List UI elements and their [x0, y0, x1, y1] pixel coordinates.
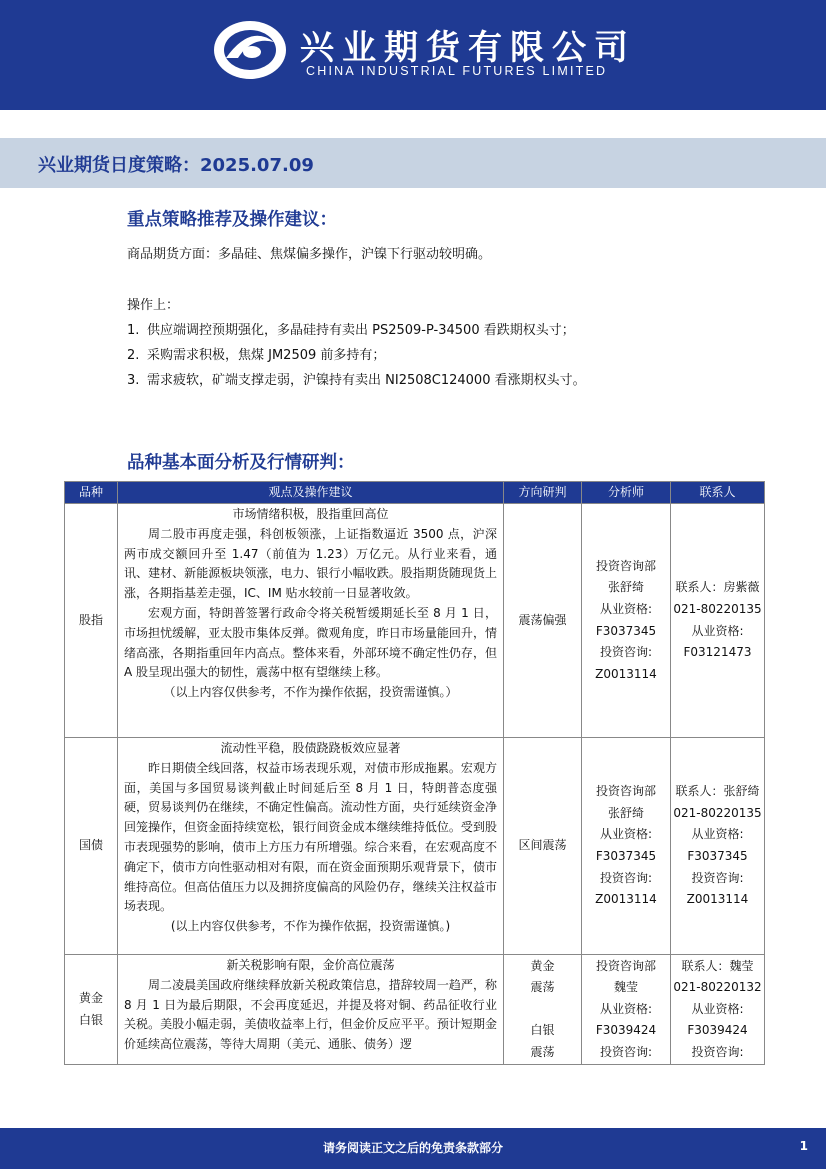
direction-line [506, 999, 579, 1021]
ops-label: 操作上： [127, 298, 180, 313]
direction-line: 震荡 [530, 980, 555, 995]
analyst-cell [582, 504, 671, 738]
direction-cell [504, 955, 582, 1065]
contact-cell [671, 738, 765, 955]
company-name-en: CHINA INDUSTRIAL FUTURES LIMITED [306, 64, 608, 78]
page-number: 1 [799, 1139, 808, 1153]
analyst-line: 魏莹 [613, 980, 638, 995]
contact-line: Z0013114 [686, 892, 749, 907]
contact-line: 联系人：魏莹 [681, 958, 754, 973]
analyst-line: 张舒绮 [607, 580, 644, 595]
analyst-line: 从业资格: [599, 601, 653, 616]
table-row [65, 955, 765, 1065]
analyst-cell [582, 738, 671, 955]
op-item [127, 319, 575, 338]
op-text: 采购需求积极，焦煤 JM2509 前多持有； [147, 348, 386, 363]
analyst-line: 从业资格: [599, 827, 653, 842]
contact-line: 联系人：房紫薇 [675, 580, 760, 595]
contact-line: 021-80220132 [673, 980, 762, 995]
analyst-line: Z0013114 [595, 892, 657, 907]
column-header: 联系人 [671, 482, 765, 504]
analysis-table [64, 481, 765, 1065]
analyst-line: 投资咨询部 [595, 958, 656, 973]
analyst-line: F3037345 [595, 849, 657, 863]
contact-line: 投资咨询: [691, 870, 744, 885]
op-item [127, 369, 586, 388]
header-band [0, 0, 826, 110]
column-header: 分析师 [582, 482, 671, 504]
company-name: 兴业期货有限公司 [300, 28, 636, 68]
title-band [0, 138, 826, 188]
report-title: 兴业期货日度策略：2025.07.09 [38, 155, 314, 176]
contact-cell [671, 955, 765, 1065]
footer-disclaimer: 请务阅读正文之后的免责条款部分 [322, 1141, 503, 1155]
direction-line: 白银 [530, 1023, 555, 1038]
contact-line: 从业资格: [691, 1001, 744, 1016]
viewpoint-title: 流动性平稳，股债跷跷板效应显著 [220, 741, 401, 755]
variety-cell: 股指 [65, 504, 118, 738]
op-text: 供应端调控预期强化，多晶硅持有卖出 PS2509-P-34500 看跌期权头寸； [147, 323, 575, 338]
analyst-line: 从业资格: [599, 1001, 653, 1016]
analyst-line: 投资咨询部 [595, 558, 656, 573]
disclaimer-note: （以上内容仅供参考，不作为操作依据，投资需谨慎。） [163, 685, 458, 700]
analyst-line: F3039424 [595, 1023, 657, 1038]
op-text: 需求疲软，矿端支撑走弱，沪镍持有卖出 NI2508C124000 看涨期权头寸。 [147, 373, 586, 388]
company-logo-icon [212, 18, 288, 82]
column-header: 观点及操作建议 [118, 482, 504, 504]
column-header: 方向研判 [504, 482, 582, 504]
viewpoint-paragraph: 周二凌晨美国政府继续释放新关税政策信息，措辞较周一趋严，称 8 月 1 日为最后期限，不会再度延迟，并提及将对铜、药品征收行业关税。美股小幅走弱，美债收益率上行，但金价反应平平。预计短期金价延续高位震荡，等待大周期（美元、通胀、债务）逻 [124, 977, 497, 1052]
contact-line: 联系人：张舒绮 [675, 784, 760, 799]
table-header-row [65, 482, 765, 504]
direction-line: 黄金 [530, 958, 555, 973]
disclaimer-note: (以上内容仅供参考，不作为操作依据，投资需谨慎。) [170, 919, 451, 934]
direction-cell: 震荡偏强 [504, 504, 582, 738]
footer-band [0, 1128, 826, 1169]
analyst-line: 投资咨询: [599, 645, 653, 660]
table-row [65, 504, 765, 738]
variety-line: 白银 [78, 1012, 103, 1027]
analyst-line: 张舒绮 [607, 805, 644, 820]
viewpoint-cell [118, 504, 504, 738]
contact-line: 从业资格: [691, 827, 744, 842]
strategy-heading: 重点策略推荐及操作建议： [127, 210, 337, 230]
viewpoint-paragraph: 周二股市再度走强，科创板领涨，上证指数逼近 3500 点，沪深两市成交额回升至 1.47（前值为 1.23）万亿元。从行业来看，通讯、建材、新能源板块领涨，电力、银行小幅收跌。股指期货随现货上涨，各期指基差走强，IC、IM 贴水较前一日显著收敛。 [124, 526, 497, 601]
viewpoint-title: 市场情绪积极，股指重回高位 [232, 507, 389, 521]
contact-line: F3039424 [687, 1023, 748, 1038]
op-number: 1. [127, 323, 140, 338]
viewpoint-title: 新关税影响有限，金价高位震荡 [226, 958, 395, 972]
contact-line: 021-80220135 [673, 805, 762, 820]
analyst-line: 投资咨询部 [595, 784, 656, 799]
viewpoint-cell [118, 955, 504, 1065]
direction-line: 震荡 [530, 1044, 555, 1059]
analyst-line: F3037345 [595, 623, 657, 638]
contact-cell [671, 504, 765, 738]
variety-line: 黄金 [78, 990, 103, 1005]
analyst-cell [582, 955, 671, 1065]
variety-cell: 国债 [65, 738, 118, 955]
analyst-line: 投资咨询: [599, 1044, 653, 1059]
direction-cell: 区间震荡 [504, 738, 582, 955]
contact-line: 投资咨询: [691, 1044, 744, 1059]
column-header: 品种 [65, 482, 118, 504]
viewpoint-paragraph: 昨日期债全线回落，权益市场表现乐观，对债市形成拖累。宏观方面，美国与多国贸易谈判截止时间延后至 8 月 1 日，特朗普态度强硬，贸易谈判仍在继续，不确定性偏高。流动性方面，央行延续资金净回笼操作，但资金面持续宽松，银行间资金成本继续维持低位。受到股市表现强势的影响，债市上方压力有所增强。综合来看，在宏观高度不确定下，债市方向性驱动相对有限，而在资金面预期乐观背景下，债市维持高位。但高估值压力以及拥挤度偏高的风险仍存，继续关注权益市场表现。 [124, 760, 497, 914]
viewpoint-cell [118, 738, 504, 955]
contact-line: F03121473 [683, 645, 752, 660]
table-row [65, 738, 765, 955]
op-number: 3. [127, 373, 140, 388]
variety-cell [65, 955, 118, 1065]
analyst-line: 投资咨询: [599, 870, 653, 885]
contact-line: 从业资格: [691, 623, 744, 638]
op-item [127, 344, 385, 363]
contact-line: 021-80220135 [673, 601, 762, 616]
contact-line: F3037345 [687, 849, 748, 863]
op-number: 2. [127, 348, 140, 363]
analysis-heading: 品种基本面分析及行情研判： [127, 453, 355, 473]
viewpoint-paragraph: 宏观方面，特朗普签署行政命令将关税暂缓期延长至 8 月 1 日，市场担忧缓解，亚太股市集体反弹。微观角度，昨日市场量能回升，情绪高涨，各期指重回年内高点。整体来看，外部环境不确定性仍存，但 A 股呈现出强大的韧性，震荡中枢有望继续上移。 [124, 605, 497, 680]
strategy-summary: 商品期货方面：多晶硅、焦煤偏多操作，沪镍下行驱动较明确。 [127, 247, 492, 262]
analyst-line: Z0013114 [595, 666, 657, 681]
